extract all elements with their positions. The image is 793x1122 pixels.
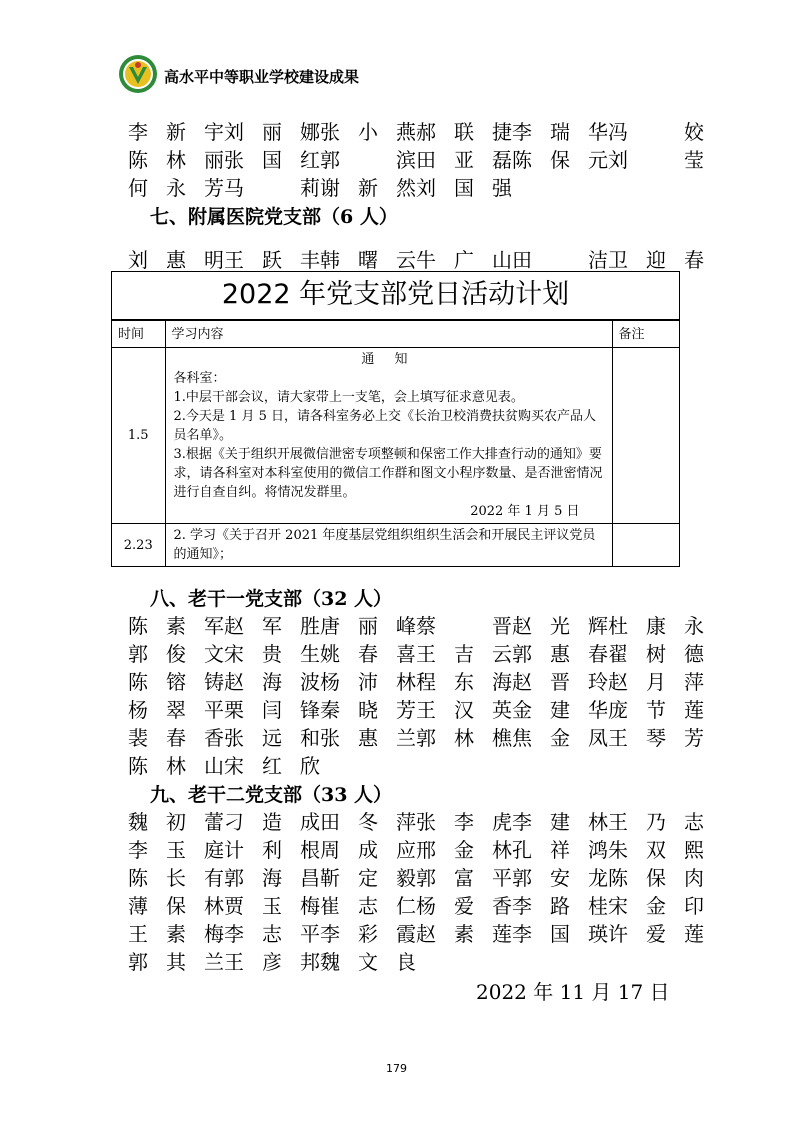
row-note <box>612 348 679 524</box>
member-name: 郭 滨 <box>320 147 416 172</box>
member-name: 李玉庭 <box>128 837 224 862</box>
member-name: 宋贵生 <box>224 641 320 666</box>
name-row <box>128 890 704 918</box>
member-name: 冯 姣 <box>608 119 704 144</box>
member-name: 郭安龙 <box>512 865 608 890</box>
member-name: 陈保肉 <box>608 865 704 890</box>
member-name: 张李虎 <box>416 809 512 834</box>
member-name: 贾玉梅 <box>224 893 320 918</box>
member-name: 赵光辉 <box>512 613 608 638</box>
member-name: 张小燕 <box>320 119 416 144</box>
section-heading: 七、附属医院党支部（6 人） <box>150 206 398 228</box>
member-name: 翟树德 <box>608 641 704 666</box>
member-name: 王琴芳 <box>608 725 704 750</box>
member-name: 陈林丽 <box>128 147 224 172</box>
member-name: 王跃丰 <box>224 247 320 272</box>
member-name: 刘丽娜 <box>224 119 320 144</box>
name-row <box>128 116 704 144</box>
section9-name-list <box>128 806 704 974</box>
name-row <box>128 918 704 946</box>
member-name: 郭俊文 <box>128 641 224 666</box>
member-name: 裴春香 <box>128 725 224 750</box>
member-name: 王吉云 <box>416 641 512 666</box>
member-name: 栗闫锋 <box>224 697 320 722</box>
section-heading: 九、老干二党支部（33 人） <box>150 784 393 806</box>
member-name: 郭惠春 <box>512 641 608 666</box>
notice-line: 各科室： <box>173 371 226 386</box>
document-date: 2022 年 11 月 17 日 <box>476 980 670 1004</box>
member-name: 田冬萍 <box>320 809 416 834</box>
name-row <box>128 666 704 694</box>
table-header-row <box>112 321 679 348</box>
member-name: 李瑞华 <box>512 119 608 144</box>
section-heading: 八、老干一党支部（32 人） <box>150 588 393 610</box>
notice-line: 2.今天是 1 月 5 日，请各科室务必上交《长治卫校消费扶贫购买农产品人员名单》。 <box>173 409 596 443</box>
member-name: 卫迎春 <box>608 247 704 272</box>
member-name: 陈镕铸 <box>128 669 224 694</box>
member-name: 刁造成 <box>224 809 320 834</box>
member-name: 李彩霞 <box>320 921 416 946</box>
section7-name-list <box>128 244 704 272</box>
row-note <box>612 524 679 567</box>
member-name: 李新宇 <box>128 119 224 144</box>
member-name: 孔祥鸿 <box>512 837 608 862</box>
member-name: 陈保元 <box>512 147 608 172</box>
notice-title: 通 知 <box>361 352 416 367</box>
member-name: 魏文良 <box>320 949 416 974</box>
member-name: 韩曙云 <box>320 247 416 272</box>
member-name: 王彦邦 <box>224 949 320 974</box>
header-title: 高水平中等职业学校建设成果 <box>164 68 360 86</box>
member-name: 赵素莲 <box>416 921 512 946</box>
member-name: 赵月萍 <box>608 669 704 694</box>
member-name: 郝联捷 <box>416 119 512 144</box>
member-name: 田亚磊 <box>416 147 512 172</box>
row-content: 2. 学习《关于召开 2021 年度基层党组织组织生活会和开展民主评议党员的通知》； <box>165 524 612 567</box>
member-name: 李路桂 <box>512 893 608 918</box>
member-name: 周成应 <box>320 837 416 862</box>
member-name: 宋金印 <box>608 893 704 918</box>
page-number: 179 <box>386 1062 407 1075</box>
member-name: 杨沛林 <box>320 669 416 694</box>
member-name: 刘 莹 <box>608 147 704 172</box>
member-name: 郭海昌 <box>224 865 320 890</box>
member-name: 金建华 <box>512 697 608 722</box>
section8-name-list <box>128 610 704 778</box>
member-name: 焦金凤 <box>512 725 608 750</box>
member-name: 王乃志 <box>608 809 704 834</box>
member-name: 赵海波 <box>224 669 320 694</box>
member-name: 崔志仁 <box>320 893 416 918</box>
name-row <box>128 172 688 200</box>
member-name: 张惠兰 <box>320 725 416 750</box>
column-header-content: 学习内容 <box>165 321 612 348</box>
table-row <box>112 348 679 524</box>
member-name: 宋红欣 <box>224 753 320 778</box>
school-logo <box>118 54 158 94</box>
plan-grid <box>112 320 679 567</box>
member-name: 程东海 <box>416 669 512 694</box>
notice-date: 2022 年 1 月 5 日 <box>470 504 580 519</box>
table-row <box>112 524 679 567</box>
row-time: 1.5 <box>112 348 165 524</box>
member-name: 朱双熙 <box>608 837 704 862</box>
name-row <box>128 806 704 834</box>
member-name: 王素梅 <box>128 921 224 946</box>
notice-line: 3.根据《关于组织开展微信泄密专项整顿和保密工作大排查行动的通知》要求，请各科室对本科室使用的微信工作群和图文小程序数量、是否泄密情况进行自查自纠。将情况发群里。 <box>173 447 603 500</box>
member-name: 王汉英 <box>416 697 512 722</box>
member-name: 许爱莲 <box>608 921 704 946</box>
member-name: 牛广山 <box>416 247 512 272</box>
member-name: 蔡 晋 <box>416 613 512 638</box>
name-row <box>128 750 688 778</box>
member-name: 杜康永 <box>608 613 704 638</box>
member-name: 刘惠明 <box>128 247 224 272</box>
member-name: 张远和 <box>224 725 320 750</box>
member-name: 陈林山 <box>128 753 224 778</box>
member-name: 靳定毅 <box>320 865 416 890</box>
member-name: 李志平 <box>224 921 320 946</box>
member-name: 陈长有 <box>128 865 224 890</box>
member-name: 计利根 <box>224 837 320 862</box>
member-name: 陈素军 <box>128 613 224 638</box>
name-row <box>128 244 704 272</box>
notice-cell <box>165 348 612 524</box>
name-row <box>128 694 704 722</box>
member-name: 田 洁 <box>512 247 608 272</box>
member-name: 马 莉 <box>224 175 320 200</box>
row-time: 2.23 <box>112 524 165 567</box>
member-name: 杨爱香 <box>416 893 512 918</box>
name-row <box>128 946 688 974</box>
member-name: 郭林樵 <box>416 725 512 750</box>
member-name: 谢新然 <box>320 175 416 200</box>
member-name: 张国红 <box>224 147 320 172</box>
member-name: 秦晓芳 <box>320 697 416 722</box>
plan-title: 2022 年党支部党日活动计划 <box>112 272 679 320</box>
notice-line: 1.中层干部会议，请大家带上一支笔，会上填写征求意见表。 <box>173 390 524 405</box>
member-name: 郭富平 <box>416 865 512 890</box>
member-name: 庞节莲 <box>608 697 704 722</box>
column-header-note: 备注 <box>612 321 679 348</box>
member-name: 赵军胜 <box>224 613 320 638</box>
member-name: 唐丽峰 <box>320 613 416 638</box>
member-name: 邢金林 <box>416 837 512 862</box>
member-name: 赵晋玲 <box>512 669 608 694</box>
name-row <box>128 144 704 172</box>
member-name: 李国瑛 <box>512 921 608 946</box>
name-row <box>128 610 704 638</box>
member-name: 魏初蕾 <box>128 809 224 834</box>
top-name-list <box>128 116 704 200</box>
name-row <box>128 834 704 862</box>
member-name: 李建林 <box>512 809 608 834</box>
member-name: 薄保林 <box>128 893 224 918</box>
member-name: 郭其兰 <box>128 949 224 974</box>
member-name: 杨翠平 <box>128 697 224 722</box>
member-name: 姚春喜 <box>320 641 416 666</box>
name-row <box>128 722 704 750</box>
name-row <box>128 862 704 890</box>
member-name: 何永芳 <box>128 175 224 200</box>
activity-plan-table <box>111 271 680 567</box>
member-name: 刘国强 <box>416 175 512 200</box>
column-header-time: 时间 <box>112 321 165 348</box>
name-row <box>128 638 704 666</box>
